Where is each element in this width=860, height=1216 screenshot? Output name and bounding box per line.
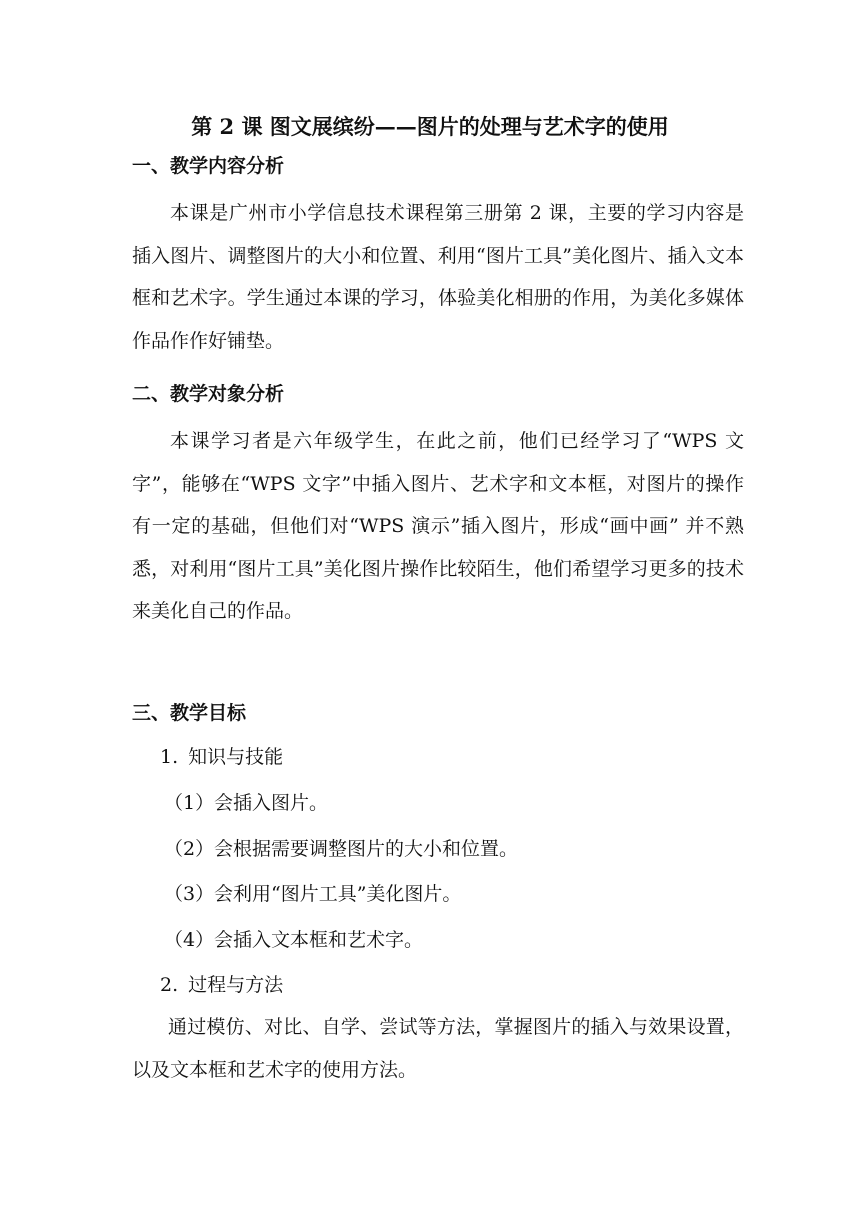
list-item-marker: （3） xyxy=(164,883,215,905)
section-paragraph-content-analysis: 本课是广州市小学信息技术课程第三册第 2 课，主要的学习内容是插入图片、调整图片的大小和位置、利用“图片工具”美化图片、插入文本框和艺术字。学生通过本课的学习，体验美化相册的作用，为美化多媒体作品作作好铺垫。 xyxy=(132,202,744,352)
goal-marker: 2. xyxy=(160,974,179,996)
section-heading-learner-analysis: 二、教学对象分析 xyxy=(132,383,285,405)
goal-label: 过程与方法 xyxy=(188,974,284,996)
goal-process-methods-paragraph: 通过模仿、对比、自学、尝试等方法，掌握图片的插入与效果设置，以及文本框和艺术字的使用方法。 xyxy=(132,1016,744,1081)
list-item-text: 会利用“图片工具”美化图片。 xyxy=(214,883,462,905)
section-heading-content-analysis: 一、教学内容分析 xyxy=(132,155,285,177)
list-item xyxy=(164,925,423,955)
section-paragraph-learner-analysis: 本课学习者是六年级学生，在此之前，他们已经学习了“WPS 文字”，能够在“WPS 文字”中插入图片、艺术字和文本框，对图片的操作有一定的基础，但他们对“WPS 演示”插入图片，形成“画中画” 并不熟悉，对利用“图片工具”美化图片操作比较陌生，他们希望学习更多的技术来美化自己的作品。 xyxy=(132,430,744,622)
document-title: 第 2 课 图文展缤纷——图片的处理与艺术字的使用 xyxy=(191,114,669,139)
goal-marker: 1. xyxy=(160,746,179,768)
list-item-text: 会插入图片。 xyxy=(214,792,329,814)
section-heading-teaching-goals: 三、教学目标 xyxy=(132,702,247,724)
list-item xyxy=(164,834,518,864)
list-item-text: 会插入文本框和艺术字。 xyxy=(214,929,424,951)
list-item-marker: （2） xyxy=(164,838,215,860)
list-item-marker: （4） xyxy=(164,929,215,951)
goal-label: 知识与技能 xyxy=(188,746,284,768)
list-item xyxy=(164,879,461,909)
goal-knowledge-skills xyxy=(160,742,283,772)
list-item-text: 会根据需要调整图片的大小和位置。 xyxy=(214,838,519,860)
list-item-marker: （1） xyxy=(164,792,215,814)
list-item xyxy=(164,788,328,818)
goal-process-methods xyxy=(160,970,283,1000)
